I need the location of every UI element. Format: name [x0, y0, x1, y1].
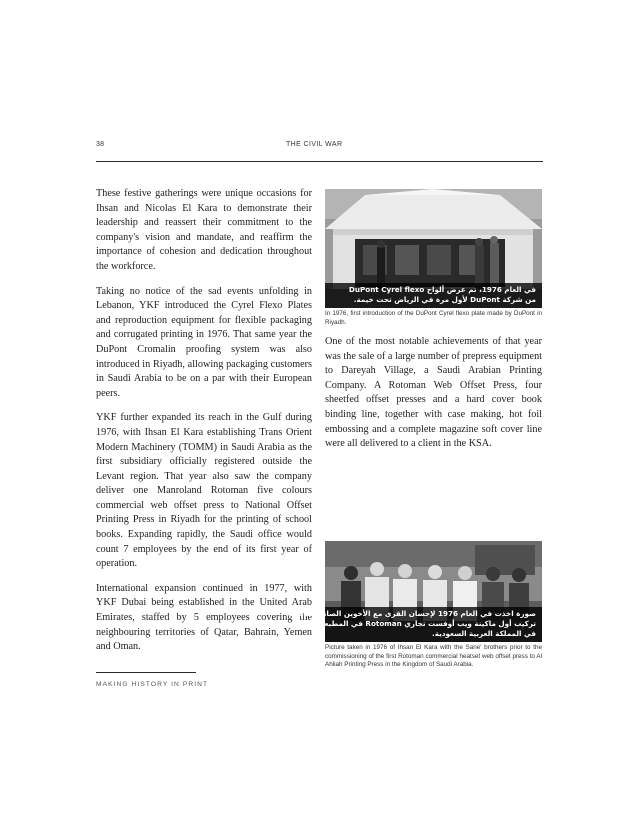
- body-paragraph: These festive gatherings were unique occasions for Ihsan and Nicolas El Kara to demonstrate their leadership and reassert their commitment to the company's vision and mandate, and reaffirm the importance of cohesion and dedication throughout the workforce.: [96, 188, 312, 272]
- body-paragraph: YKF further expanded its reach in the Gulf during 1976, with Ihsan El Kara establishing Trans Orient Modern Machinery (TOMM) in Saudi Arabia as the first subsidiary officially registered outside the Levant region. That year also saw the company deliver one Manroland Rotoman five colours commercial web offset press to National Offset Printing Press in Riyadh for the printing of school books. Expanding rapidly, the Saudi office would count 7 employees by the end of its first year of operation.: [96, 412, 312, 570]
- section-title: THE CIVIL WAR: [286, 141, 343, 148]
- right-text-column: [325, 335, 542, 452]
- group-portrait-photo: [288, 541, 542, 642]
- arabic-caption-line: في العام 1976، تم عرض ألواح DuPont Cyrel flexo: [348, 285, 536, 294]
- page-number: 38: [96, 141, 105, 148]
- header-divider: [96, 161, 543, 162]
- footer-book-title: MAKING HISTORY IN PRINT: [96, 681, 209, 688]
- tent-exhibition-photo: [325, 189, 542, 308]
- body-paragraph: Taking no notice of the sad events unfolding in Lebanon, YKF introduced the Cyrel Flexo Plates and reproduction equipment for flexible packaging and corrugated printing in 1976. That same year the DuPont Cromalin proofing system was also introduced in Riyadh, allowing packaging customers in Saudi Arabia to be on a par with their European peers.: [96, 285, 312, 399]
- arabic-caption-line: من شركة DuPont لأول مرة في الرياض تحت خيمة.: [353, 295, 536, 304]
- body-paragraph: One of the most notable achievements of that year was the sale of a large number of prepress equipment to Dareyah Village, a Saudi Arabian Printing Company. A Rotoman Web Offset Press, four sheetfed offset presses and a hard cover book binding line, together with case making, hot foil embossing and a complete magazine soft cover line were all delivered to a client in the KSA.: [325, 336, 542, 450]
- arabic-caption-line: تركيب أول ماكينة ويب أوفست تجاري Rotoman في المطبعة الأهلية: [294, 619, 536, 628]
- footer-divider: [96, 672, 196, 673]
- arabic-caption-line: صورة اخذت في العام 1976 لإحسان القرى مع الأخوين الصانع بمناسبة: [288, 609, 536, 618]
- photo2-arabic-caption: [288, 607, 542, 642]
- body-paragraph: International expansion continued in 1977, with YKF Dubai being established in the United Arab Emirates, staffed by 5 employees covering the neighbouring territories of Qatar, Bahrain, Yemen and Oman.: [96, 582, 312, 653]
- photo1-arabic-caption: [325, 283, 542, 308]
- photo1-caption: In 1976, first introduction of the DuPont Cyrel flexo plate made by DuPont in Riyadh.: [325, 310, 542, 326]
- photo2-caption: Picture taken in 1976 of Ihsan El Kara with the Sane' brothers prior to the commissioning of the first Rotoman commercial heatset web offset press to Al Ahliah Printing Press in the Kingdom of Saudi Arabia.: [325, 644, 542, 669]
- left-text-column: [96, 187, 312, 665]
- arabic-caption-line: في المملكة العربية السعودية.: [432, 629, 536, 638]
